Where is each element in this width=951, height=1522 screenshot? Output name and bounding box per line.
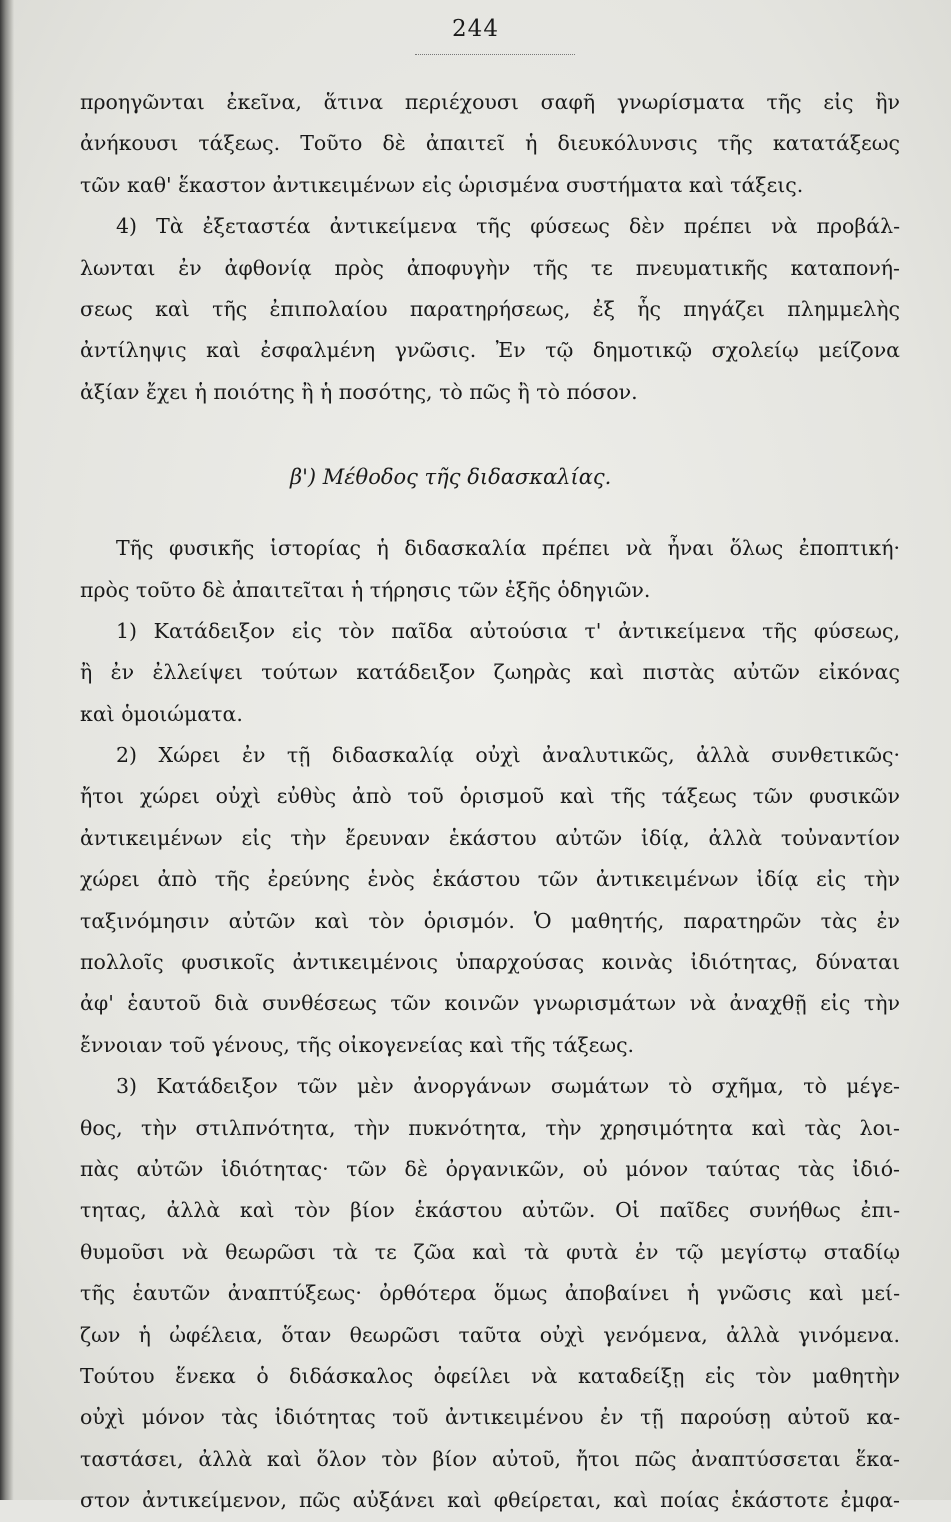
text-line: προηγῶνται ἐκεῖνα, ἅτινα περιέχουσι σαφῆ γνωρίσματα τῆς εἰς ἣν bbox=[80, 90, 900, 114]
text-line: θυμοῦσι νὰ θεωρῶσι τὰ τε ζῶα καὶ τὰ φυτὰ ἐν τῷ μεγίστῳ σταδίῳ bbox=[80, 1239, 900, 1264]
text-line: ταστάσει, ἀλλὰ καὶ ὅλον τὸν βίον αὐτοῦ, ἤτοι πῶς ἀναπτύσσεται ἕκα- bbox=[80, 1446, 900, 1471]
text-line: οὐχὶ μόνον τὰς ἰδιότητας τοῦ ἀντικειμένου ἐν τῇ παρούσῃ αὐτοῦ κα- bbox=[80, 1405, 900, 1430]
text-line: ἀντίληψις καὶ ἐσφαλμένη γνῶσις. Ἐν τῷ δημοτικῷ σχολείῳ μείζονα bbox=[80, 338, 900, 363]
text-line: ἢ ἐν ἐλλείψει τούτων κατάδειξον ζωηρὰς καὶ πιστὰς αὐτῶν εἰκόνας bbox=[80, 660, 900, 685]
text-line: πολλοῖς φυσικοῖς ἀντικειμένοις ὑπαρχούσας κοινὰς ἰδιότητας, δύναται bbox=[80, 950, 900, 975]
text-line: ἀφ' ἑαυτοῦ διὰ συνθέσεως τῶν κοινῶν γνωρισμάτων νὰ ἀναχθῇ εἰς τὴν bbox=[80, 991, 900, 1016]
text-line: ταξινόμησιν αὐτῶν καὶ τὸν ὁρισμόν. Ὁ μαθητής, παρατηρῶν τὰς ἐν bbox=[80, 908, 900, 933]
body-text bbox=[80, 82, 900, 1522]
text-line: χώρει ἀπὸ τῆς ἐρεύνης ἑνὸς ἑκάστου τῶν ἀντικειμένων ἰδίᾳ εἰς τὴν bbox=[80, 867, 900, 892]
text-line: 2) Χώρει ἐν τῇ διδασκαλίᾳ οὐχὶ ἀναλυτικῶς, ἀλλὰ συνθετικῶς· bbox=[116, 743, 900, 768]
text-line: θος, τὴν στιλπνότητα, τὴν πυκνότητα, τὴν χρησιμότητα καὶ τὰς λοι- bbox=[80, 1115, 900, 1140]
section-heading: β') Μέθοδος τῆς διδασκαλίας. bbox=[290, 465, 612, 490]
header-rule bbox=[415, 54, 575, 55]
text-line: τῶν καθ' ἕκαστον ἀντικειμένων εἰς ὡρισμένα συστήματα καὶ τάξεις. bbox=[80, 172, 804, 197]
text-line: ζων ἡ ὠφέλεια, ὅταν θεωρῶσι ταῦτα οὐχὶ γενόμενα, ἀλλὰ γινόμενα. bbox=[80, 1322, 900, 1347]
text-line: ἀξίαν ἔχει ἡ ποιότης ἢ ἡ ποσότης, τὸ πῶς ἢ τὸ πόσον. bbox=[80, 379, 638, 404]
text-line: ἀνήκουσι τάξεως. Τοῦτο δὲ ἀπαιτεῖ ἡ διευκόλυνσις τῆς κατατάξεως bbox=[80, 131, 900, 156]
text-line: 4) Τὰ ἐξεταστέα ἀντικείμενα τῆς φύσεως δὲν πρέπει νὰ προβάλ- bbox=[116, 214, 900, 239]
text-line: πρὸς τοῦτο δὲ ἀπαιτεῖται ἡ τήρησις τῶν ἑξῆς ὁδηγιῶν. bbox=[80, 577, 651, 602]
text-line: ἔννοιαν τοῦ γένους, τῆς οἰκογενείας καὶ τῆς τάξεως. bbox=[80, 1032, 635, 1057]
text-line: ἤτοι χώρει οὐχὶ εὐθὺς ἀπὸ τοῦ ὁρισμοῦ καὶ τῆς τάξεως τῶν φυσικῶν bbox=[80, 784, 900, 809]
page-number: 244 bbox=[452, 16, 499, 42]
text-line: τητας, ἀλλὰ καὶ τὸν βίον ἑκάστου αὐτῶν. Οἱ παῖδες συνήθως ἐπι- bbox=[80, 1198, 900, 1223]
text-line: ἀντικειμένων εἰς τὴν ἔρευναν ἑκάστου αὐτῶν ἰδίᾳ, ἀλλὰ τοὐναντίον bbox=[80, 825, 900, 850]
page-binding-edge bbox=[0, 0, 14, 1500]
text-line: σεως καὶ τῆς ἐπιπολαίου παρατηρήσεως, ἐξ ἧς πηγάζει πλημμελὴς bbox=[80, 296, 900, 321]
text-line: καὶ ὁμοιώματα. bbox=[80, 701, 243, 726]
text-line: Τούτου ἕνεκα ὁ διδάσκαλος ὀφείλει νὰ καταδείξῃ εἰς τὸν μαθητὴν bbox=[80, 1363, 900, 1388]
text-line: λωνται ἐν ἀφθονίᾳ πρὸς ἀποφυγὴν τῆς τε πνευματικῆς καταπονή- bbox=[80, 255, 900, 280]
text-line: 1) Κατάδειξον εἰς τὸν παῖδα αὐτούσια τ' ἀντικείμενα τῆς φύσεως, bbox=[116, 618, 900, 643]
spacer bbox=[80, 504, 900, 528]
text-line: τῆς ἑαυτῶν ἀναπτύξεως· ὀρθότερα ὅμως ἀποβαίνει ἡ γνῶσις καὶ μεί- bbox=[80, 1281, 900, 1306]
text-line: Τῆς φυσικῆς ἱστορίας ἡ διδασκαλία πρέπει νὰ ἦναι ὅλως ἐποπτική· bbox=[116, 536, 900, 561]
text-line: στον ἀντικείμενον, πῶς αὐξάνει καὶ φθείρεται, καὶ ποίας ἑκάστοτε ἐμφα- bbox=[80, 1488, 900, 1513]
spacer bbox=[80, 413, 900, 451]
text-line: 3) Κατάδειξον τῶν μὲν ἀνοργάνων σωμάτων τὸ σχῆμα, τὸ μέγε- bbox=[116, 1074, 900, 1099]
text-line: πὰς αὐτῶν ἰδιότητας· τῶν δὲ ὀργανικῶν, οὐ μόνον ταύτας τὰς ἰδιό- bbox=[80, 1156, 900, 1181]
